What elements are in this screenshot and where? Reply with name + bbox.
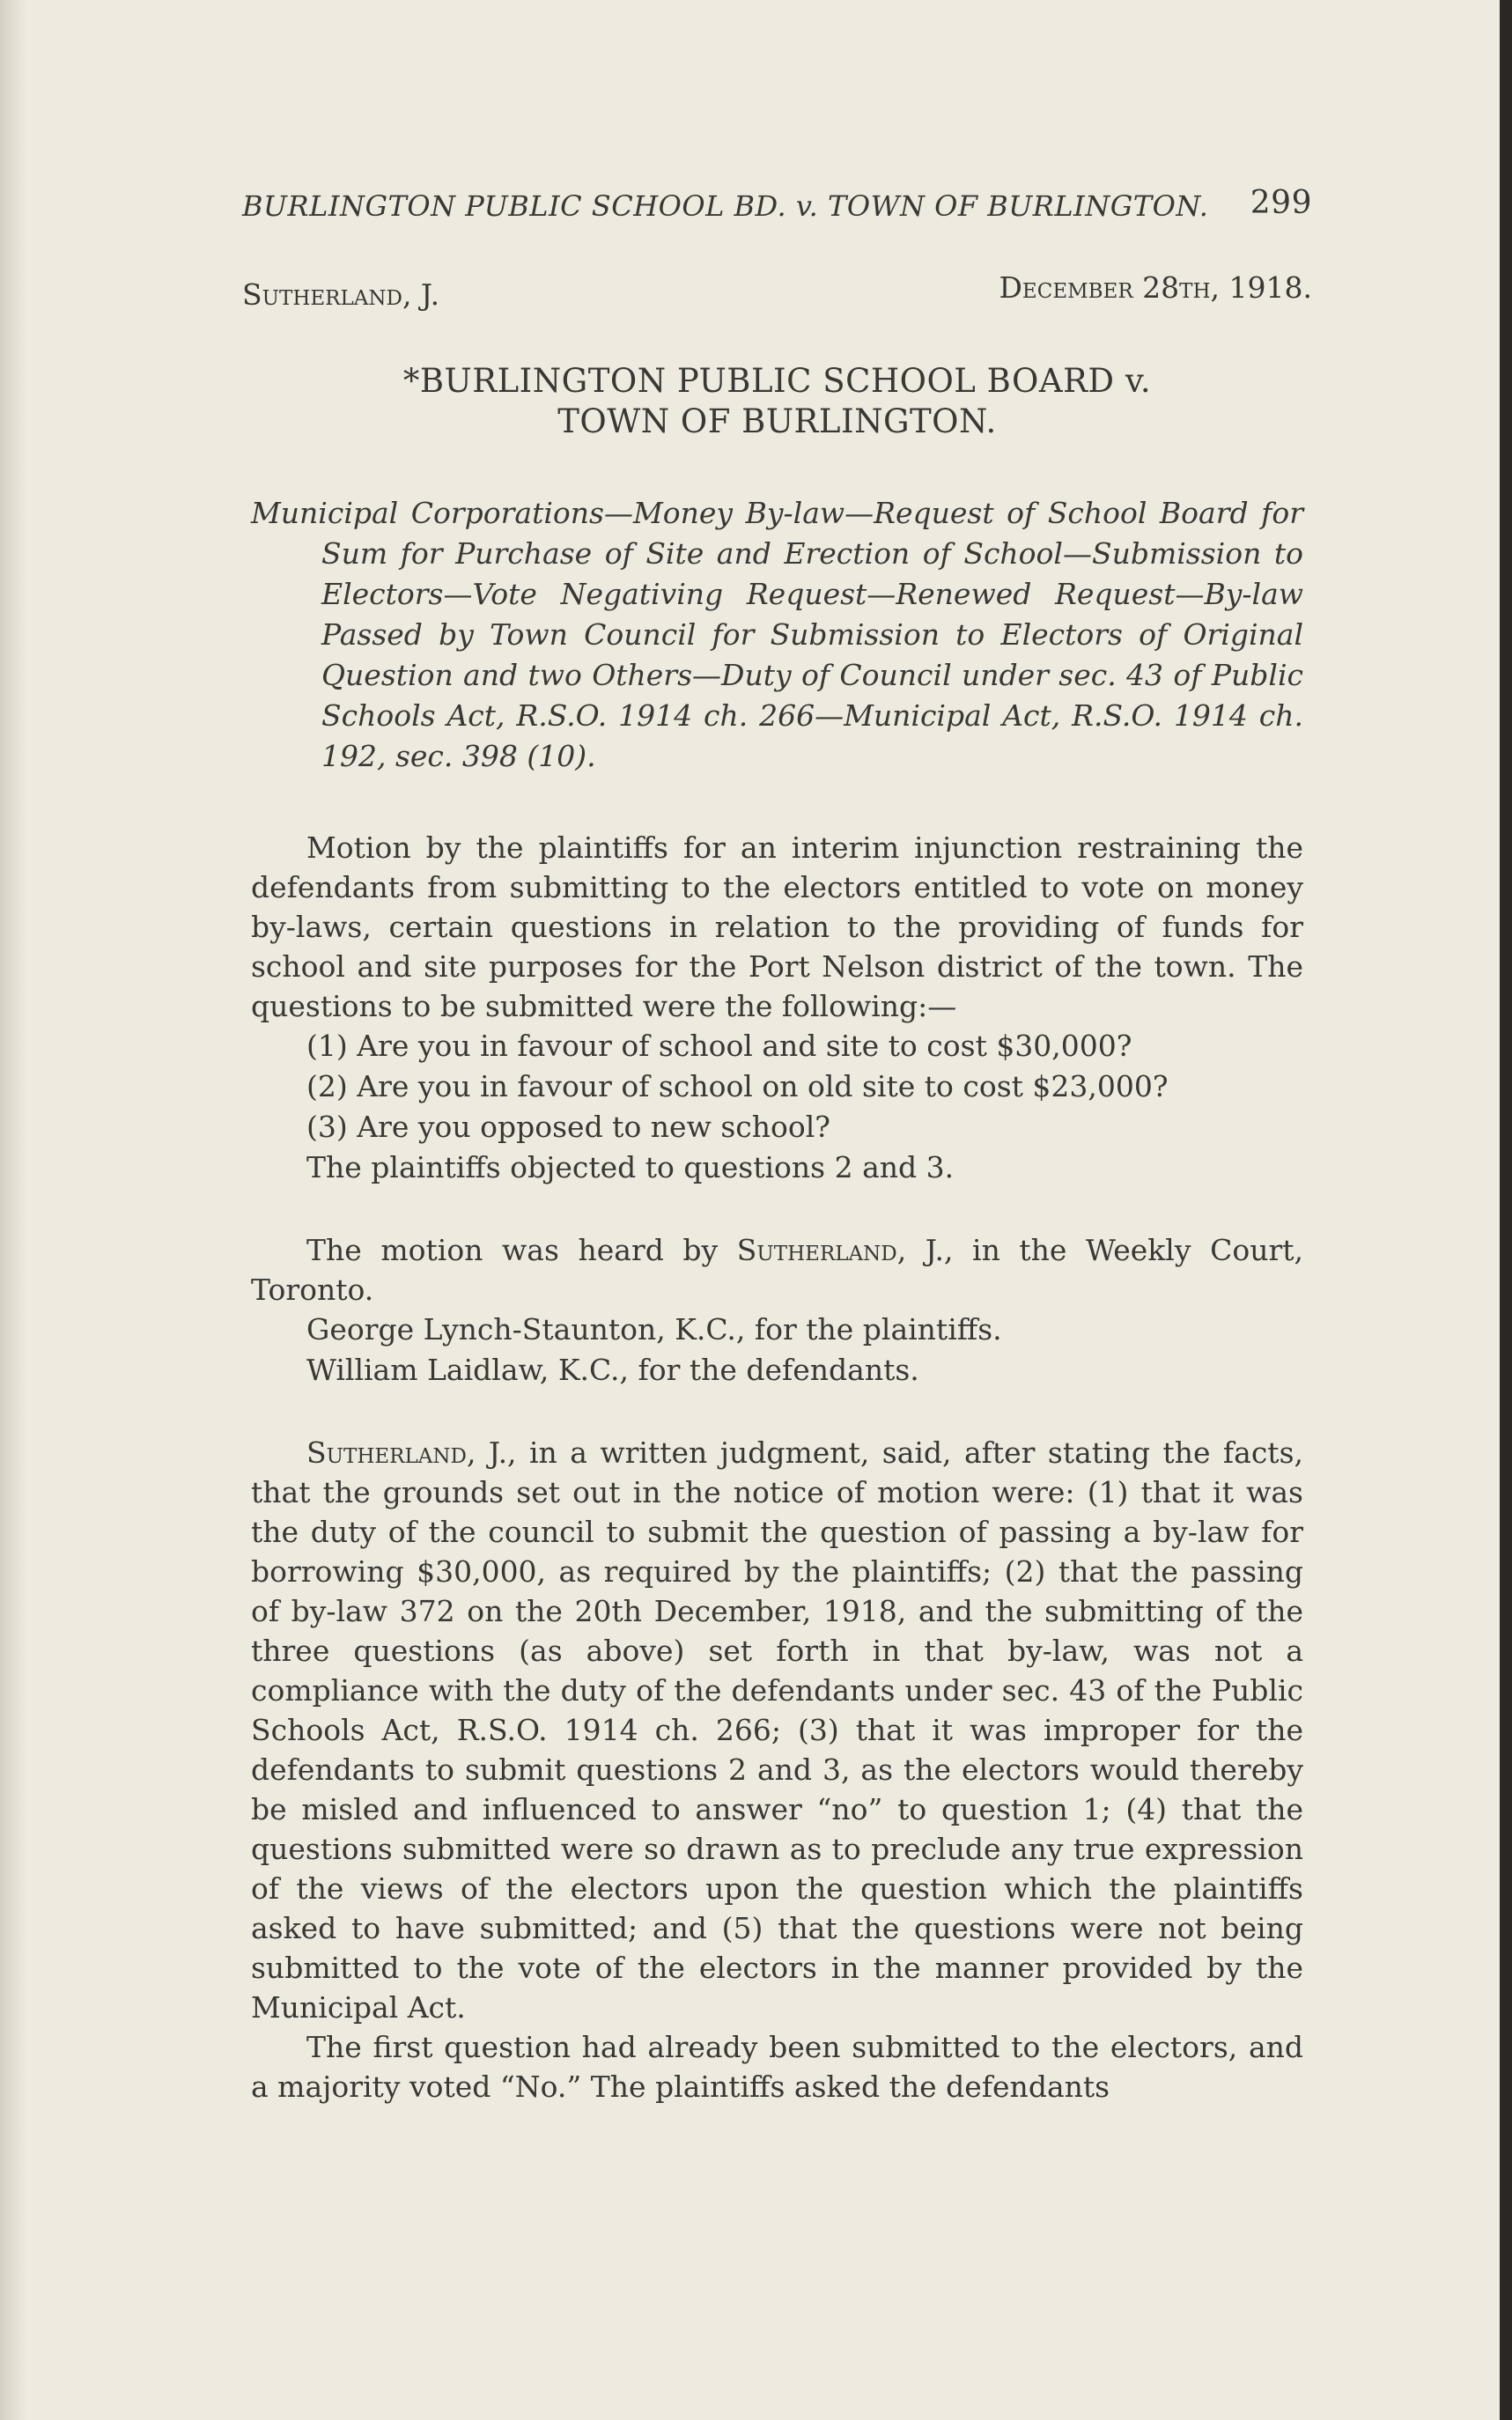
dateline-judge: Sutherland, J. [242, 277, 440, 312]
hearing-prefix: The motion was heard by [306, 1233, 737, 1267]
case-title-line2: TOWN OF BURLINGTON. [557, 402, 997, 440]
hearing-section [251, 1230, 1303, 1391]
dateline [242, 270, 1312, 321]
counsel-defendants: William Laidlaw, K.C., for the defendants. [306, 1353, 919, 1387]
judgment-text-1: , J., in a written judgment, said, after stating the facts, that the grounds set out in the notice of motion were: (1) that it was the duty of the council to submit the question of passing a by-law for borrowing $30,000, as required by the plaintiffs; (2) that the passing of by-law 372 on the 20th December, 1918, and the submitting of the three questions (as above) set forth in that by-law, was not a compliance with the duty of the defendants under sec. 43 of the Public Schools Act, R.S.O. 1914 ch. 266; (3) that it was improper for the defendants to submit questions 2 and 3, as the electors would thereby be misled and influenced to answer “no” to question 1; (4) that the questions submitted were so drawn as to preclude any true expression of the views of the electors upon the question which the plaintiffs asked to have submitted; and (5) that the questions were not being submitted to the vote of the electors in the manner provided by the Municipal Act. [251, 1435, 1303, 2025]
case-title-line1: *BURLINGTON PUBLIC SCHOOL BOARD v. [402, 362, 1152, 400]
motion-section [251, 828, 1303, 1188]
question-3: (3) Are you opposed to new school? [306, 1110, 830, 1144]
scan-left-edge [0, 0, 26, 2420]
objection-line: The plaintiffs objected to questions 2 and 3. [306, 1150, 955, 1184]
hearing-judge: Sutherland [736, 1233, 897, 1267]
scan-right-edge [1500, 0, 1512, 2420]
page-number: 299 [1250, 185, 1312, 221]
dateline-date: December 28th, 1918. [999, 270, 1312, 305]
judgment-section [251, 1433, 1303, 2106]
question-2: (2) Are you in favour of school on old site to cost $23,000? [306, 1069, 1169, 1103]
judgment-judge: Sutherland [306, 1435, 467, 1470]
page [242, 181, 1312, 2106]
judgment-paragraph-1 [251, 1433, 1303, 2027]
motion-paragraph: Motion by the plaintiffs for an interim injunction restraining the defendants from submitting to the electors entitled to vote on money by-laws, certain questions in relation to the providing of funds for school and site purposes for the Port Nelson district of the town. The questions to be submitted were the following:— [251, 830, 1303, 1023]
counsel-plaintiffs: George Lynch-Staunton, K.C., for the plaintiffs. [306, 1312, 1002, 1346]
case-title [251, 361, 1303, 442]
question-1: (1) Are you in favour of school and site to cost $30,000? [306, 1029, 1132, 1063]
hearing-suffix: , J., in the Weekly Court, Toronto. [251, 1233, 1303, 1307]
hearing-paragraph [251, 1230, 1303, 1310]
running-head-title: BURLINGTON PUBLIC SCHOOL BD. v. TOWN OF BURLINGTON. [242, 189, 1209, 223]
running-head [242, 181, 1312, 225]
headnote: Municipal Corporations—Money By-law—Request of School Board for Sum for Purchase of Site and Erection of School—Submission to Electors—Vote Negativing Request—Renewed Request—By-law Passed by Town Council for Submission to Electors of Original Question and two Others—Duty of Council under sec. 43 of Public Schools Act, R.S.O. 1914 ch. 266—Municipal Act, R.S.O. 1914 ch. 192, sec. 398 (10). [251, 496, 1303, 773]
judgment-paragraph-2: The first question had already been submitted to the electors, and a majority voted “No.” The plaintiffs asked the defendants [251, 2030, 1303, 2104]
